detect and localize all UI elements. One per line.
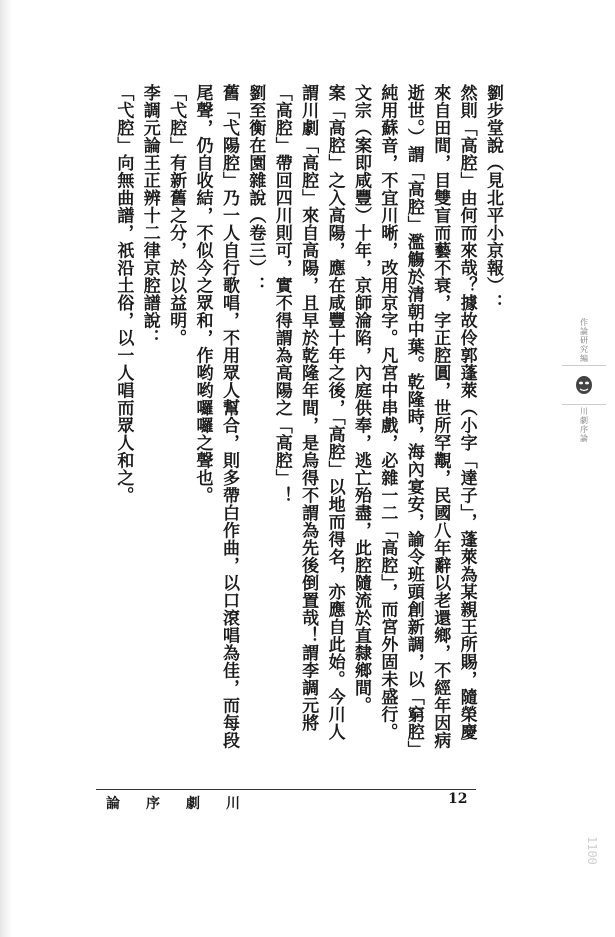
paragraph-1: 劉步堂說（見北平小京報）：: [483, 84, 503, 312]
side-header-top-text: 作論研究編: [579, 318, 589, 363]
paragraph-6: 「弋腔」有新舊之分，於以益明。: [166, 84, 187, 347]
paragraph-4: 劉至衡在園雜說（卷三）：: [245, 84, 266, 294]
side-header-divider: [562, 365, 606, 366]
side-header-divider: [562, 404, 606, 405]
side-running-header: [558, 318, 610, 443]
paragraph-5: 舊「弋陽腔」乃一人自行歌唱，不用眾人幫合，則多帶白作曲，以口滾唱為佳，而每段尾聲，仍自收結，不似今之眾和，作哟哟囉囉之聲也。: [192, 84, 239, 749]
page-number: 12: [448, 791, 468, 807]
side-header-bottom-text: 川劇序論: [579, 407, 589, 443]
footer-title-char: 序: [146, 796, 186, 812]
footer-title-char: 論: [106, 796, 146, 812]
page-gutter-shadow: [0, 0, 12, 937]
footer-title-char: 川: [226, 796, 266, 812]
opera-mask-icon: [573, 374, 595, 396]
paragraph-7: 李調元論王正辨十二律京腔譜說：: [139, 84, 160, 347]
paragraph-8: 「弋腔」向無曲譜，祇沿土俗，以一人唱而眾人和之。: [113, 84, 134, 504]
main-text-block: [76, 84, 506, 754]
footer-running-title: [106, 793, 266, 813]
footer-title-char: 劇: [186, 796, 226, 812]
paragraph-3: 案「高腔」之入高陽，應在咸豐十年之後，「高腔」以地而得名，亦應自此始。今川人謂川劇「高腔」來自高陽，且早於乾隆年間，是烏得不謂為先後倒置哉！謂李調元將「高腔」帶回四川則可，實不得謂為高陽之「高腔」！: [271, 84, 345, 741]
archive-stamp-number: 1100: [585, 836, 599, 865]
paragraph-2: 然則「高腔」由何而來哉？據故伶郭蓬萊（小字「達子」，蓬萊為某親王所賜，隨榮慶來自田間，目雙盲而藝不衰，字正腔圓，世所罕覯，民國八年辭以老還鄉，不經年因病逝世。）謂「高腔」濫觴於清朝中葉。乾隆時，海內宴安，諭令班頭創新調，以「窮腔」純用蘇音，不宜川晰，改用京字。凡宮中串戲，必雜一二「高腔」，而宮外固未盛行。文宗（案即咸豐）十年，京師淪陷，內庭供奉，逃亡殆盡，此腔隨流於直隸鄉間。: [350, 84, 477, 750]
footer-rule: [96, 789, 476, 790]
